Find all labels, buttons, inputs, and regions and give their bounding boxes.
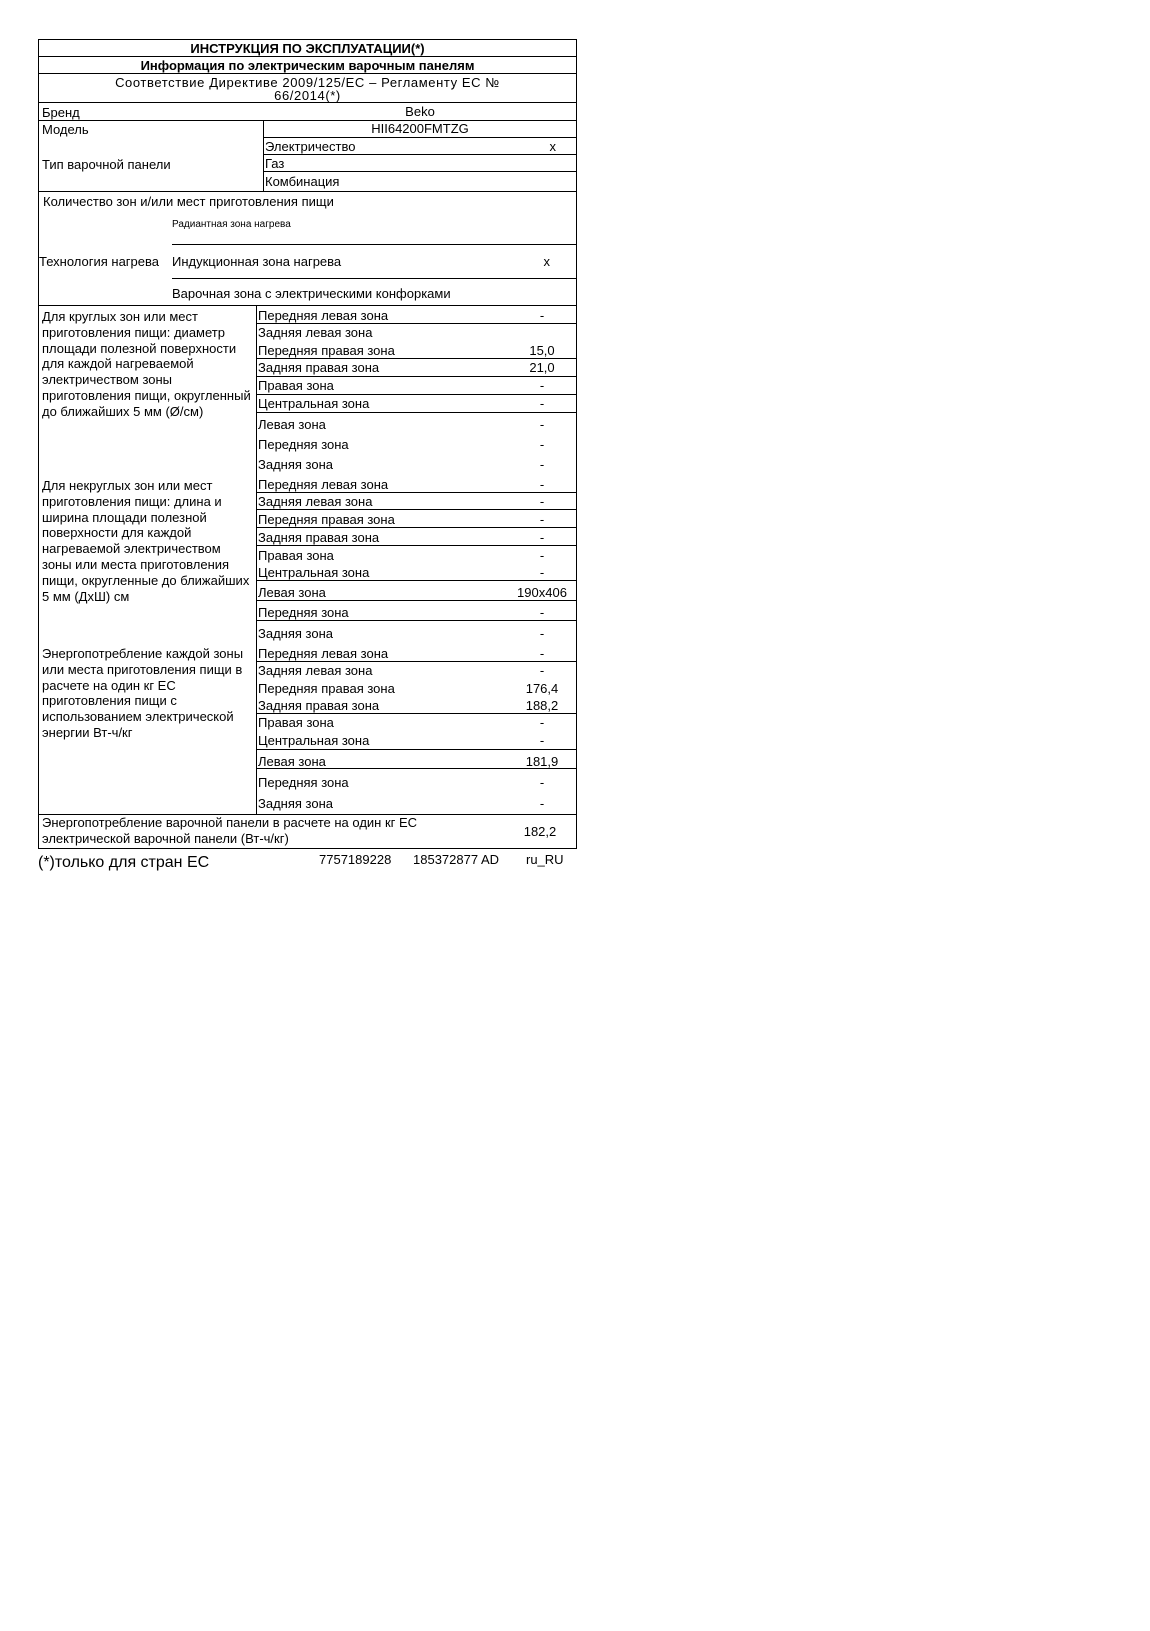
zone-value: 21,0 xyxy=(529,360,555,375)
footer-code-2: 185372877 AD xyxy=(413,852,500,867)
hob-option-electric xyxy=(264,138,576,155)
zone-label: Передняя зона xyxy=(258,775,349,790)
table-row xyxy=(257,528,576,546)
zone-value: 181,9 xyxy=(525,754,559,769)
energy-info-sheet xyxy=(38,39,577,849)
zone-label: Задняя зона xyxy=(258,457,333,472)
sheet-subtitle: Информация по электрическим варочным панелям xyxy=(38,57,577,74)
zone-label: Левая зона xyxy=(258,417,326,432)
zone-value: - xyxy=(539,605,545,620)
tech-induction-mark: x xyxy=(543,254,550,269)
heating-tech-block xyxy=(38,192,577,306)
zones-count-label: Количество зон и/или мест приготовления пищи xyxy=(43,194,334,209)
table-row xyxy=(257,750,576,770)
total-energy-label xyxy=(42,815,417,847)
zone-value: - xyxy=(539,548,545,563)
model-label: Модель xyxy=(42,122,89,137)
zone-value: - xyxy=(539,494,545,509)
hob-type-label: Тип варочной панели xyxy=(42,157,171,172)
table-row xyxy=(257,453,576,473)
nonround-zones-description: Для некруглых зон или мест приготовления пищи: длина и ширина площади полезной поверхности для каждой нагреваемой электричеством зоны или места приготовления пищи, округленные до ближайших 5 мм (ДxШ) см xyxy=(42,478,250,604)
zone-label: Центральная зона xyxy=(258,396,370,411)
table-row xyxy=(257,324,576,341)
zone-label: Задняя правая зона xyxy=(258,360,380,375)
zone-value: - xyxy=(539,308,545,323)
zone-value: - xyxy=(539,646,545,661)
zone-value: - xyxy=(539,565,545,580)
directive-line-2: 66/2014(*) xyxy=(274,88,341,103)
zone-label: Задняя правая зона xyxy=(258,698,380,713)
table-row xyxy=(257,662,576,679)
zone-label: Задняя левая зона xyxy=(258,663,373,678)
table-row xyxy=(257,642,576,662)
zone-label: Правая зона xyxy=(258,378,334,393)
table-row xyxy=(257,581,576,601)
footer-code-1: 7757189228 xyxy=(319,852,392,867)
zone-value: - xyxy=(539,733,545,748)
zone-value: - xyxy=(539,437,545,452)
zone-value: - xyxy=(539,417,545,432)
heating-tech-label: Технология нагрева xyxy=(39,254,159,269)
directive-line-1: Соответствие Директиве 2009/125/ЕС – Регламенту ЕС № xyxy=(115,75,500,90)
footer-note: (*)только для стран ЕС xyxy=(38,854,210,871)
hob-option-combo xyxy=(264,173,576,190)
table-row xyxy=(257,306,576,324)
zone-label: Передняя правая зона xyxy=(258,512,395,527)
zone-label: Левая зона xyxy=(258,585,326,600)
energy-zones-description: Энергопотребление каждой зоны или места приготовления пищи в расчете на один кг ЕС приготовления пищи с использованием электрической энергии Вт-ч/кг xyxy=(42,646,244,740)
round-zones-description: Для круглых зон или мест приготовления пищи: диаметр площади полезной поверхности для каждой нагреваемой электричеством зоны приготовления пищи, округленный до ближайших 5 мм (Ø/см) xyxy=(42,309,251,419)
zones-grid xyxy=(256,306,576,814)
hob-option-gas xyxy=(264,155,576,172)
table-row xyxy=(257,697,576,714)
zone-value: 176,4 xyxy=(525,681,559,696)
zone-label: Задняя правая зона xyxy=(258,530,380,545)
hob-option-gas-label: Газ xyxy=(265,156,285,171)
table-row xyxy=(257,395,576,412)
table-row xyxy=(257,413,576,433)
zone-label: Передняя правая зона xyxy=(258,343,395,358)
zone-value: - xyxy=(539,775,545,790)
zone-label: Правая зона xyxy=(258,715,334,730)
zone-value: - xyxy=(539,663,545,678)
zone-label: Левая зона xyxy=(258,754,326,769)
tech-conventional-label: Варочная зона с электрическими конфорками xyxy=(172,286,451,301)
zone-label: Правая зона xyxy=(258,548,334,563)
tech-induction-label: Индукционная зона нагрева xyxy=(172,254,342,269)
table-row xyxy=(257,377,576,394)
zone-label: Передняя левая зона xyxy=(258,646,389,661)
zones-section xyxy=(38,306,577,815)
tech-radiant xyxy=(172,210,576,245)
zone-label: Задняя зона xyxy=(258,626,333,641)
zone-label: Центральная зона xyxy=(258,565,370,580)
zone-value: - xyxy=(539,457,545,472)
table-row xyxy=(257,510,576,528)
hob-option-electric-label: Электричество xyxy=(265,139,356,154)
table-row xyxy=(257,769,576,791)
table-row xyxy=(257,714,576,731)
total-energy-label-line-1: Энергопотребление варочной панели в расчете на один кг ЕС xyxy=(42,815,418,830)
zone-value: 190x406 xyxy=(517,585,567,600)
tech-induction xyxy=(172,245,576,279)
directive-text xyxy=(38,74,577,103)
table-row xyxy=(257,564,576,581)
zone-value: 188,2 xyxy=(525,698,559,713)
zone-value: - xyxy=(539,796,545,811)
table-row xyxy=(257,731,576,749)
zone-label: Центральная зона xyxy=(258,733,370,748)
table-row xyxy=(257,493,576,510)
zone-value: - xyxy=(539,530,545,545)
zone-label: Передняя левая зона xyxy=(258,477,389,492)
zone-value: - xyxy=(539,626,545,641)
zone-label: Передняя зона xyxy=(258,437,349,452)
tech-conventional xyxy=(172,279,576,306)
brand-label: Бренд xyxy=(42,105,80,120)
model-right-column xyxy=(263,121,576,191)
table-row xyxy=(257,473,576,493)
table-row xyxy=(257,546,576,564)
hob-option-electric-mark: x xyxy=(549,139,556,154)
tech-radiant-label: Радиантная зона нагрева xyxy=(172,219,291,230)
zone-label: Задняя левая зона xyxy=(258,494,373,509)
zone-value: - xyxy=(539,477,545,492)
total-energy-value: 182,2 xyxy=(523,824,557,839)
table-row xyxy=(257,621,576,642)
zone-value: 15,0 xyxy=(529,343,555,358)
zone-label: Передняя левая зона xyxy=(258,308,389,323)
hob-option-combo-label: Комбинация xyxy=(265,174,340,189)
table-row xyxy=(257,679,576,697)
table-row xyxy=(257,359,576,376)
model-type-block xyxy=(38,121,577,192)
zone-value: - xyxy=(539,715,545,730)
table-row xyxy=(257,791,576,812)
zone-label: Передняя правая зона xyxy=(258,681,395,696)
table-row xyxy=(257,601,576,621)
zone-value: - xyxy=(539,396,545,411)
total-energy-label-line-2: электрической варочной панели (Вт-ч/кг) xyxy=(42,831,289,846)
total-energy-row xyxy=(38,815,577,849)
table-row xyxy=(257,341,576,359)
sheet-title: ИНСТРУКЦИЯ ПО ЭКСПЛУАТАЦИИ(*) xyxy=(38,39,577,57)
zone-label: Передняя зона xyxy=(258,605,349,620)
model-value: HII64200FMTZG xyxy=(264,121,576,138)
brand-value: Beko xyxy=(405,104,435,119)
zone-label: Задняя зона xyxy=(258,796,333,811)
zone-value: - xyxy=(539,512,545,527)
table-row xyxy=(257,433,576,453)
zone-value: - xyxy=(539,378,545,393)
brand-row xyxy=(38,103,577,121)
zone-label: Задняя левая зона xyxy=(258,325,373,340)
footer-locale: ru_RU xyxy=(526,852,564,867)
